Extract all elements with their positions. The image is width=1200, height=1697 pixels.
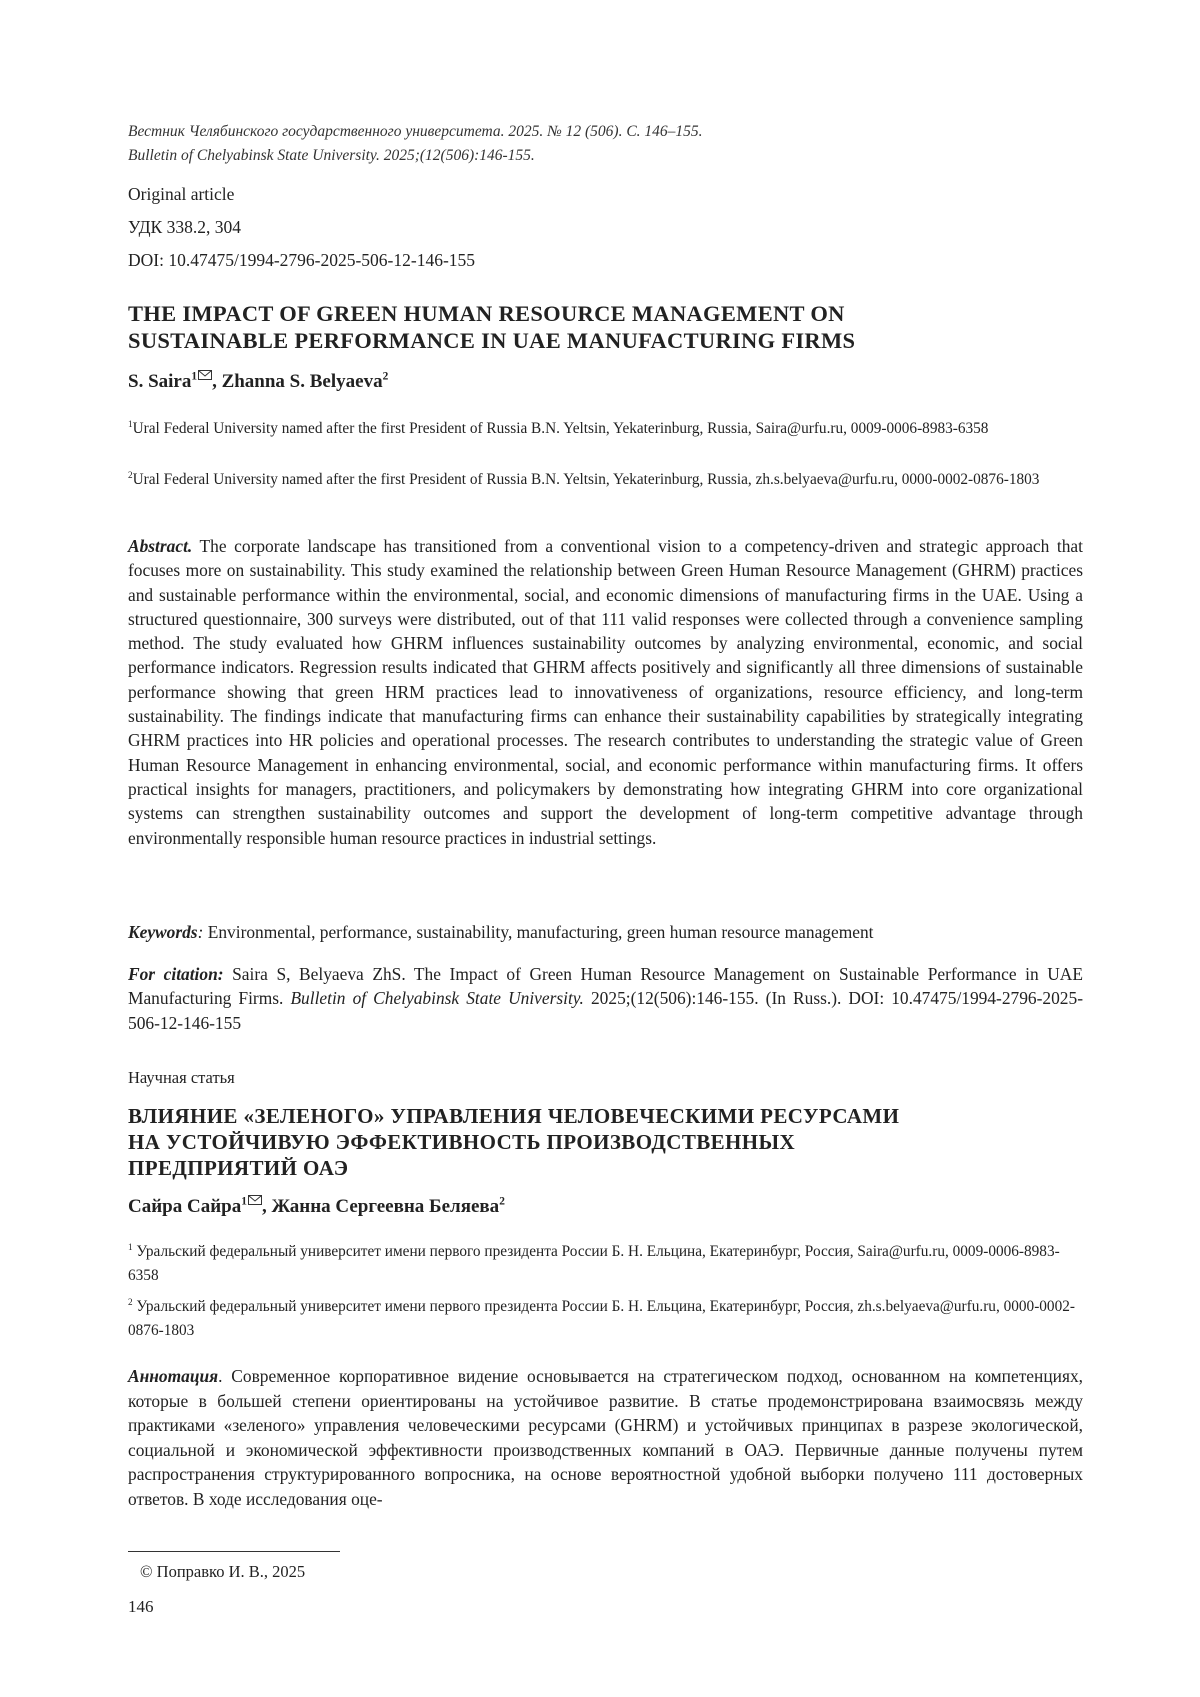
affil1-ru-text: Уральский федеральный университет имени первого президента России Б. Н. Ельцина, Екатеринбург, Россия, Saira@urfu.ru, 0009-0006-8983-6358 [128, 1243, 1060, 1284]
affil1-text: Ural Federal University named after the first President of Russia B.N. Yeltsin, Yekaterinburg, Russia, Saira@urfu.ru, 0009-0006-8983-6358 [132, 420, 989, 437]
affiliation-ru-2 [128, 1295, 1083, 1343]
citation-text-1: Saira S, Belyaeva ZhS. The Impact of Green Human Resource Management on Sustainable Performance in UAE Manufacturing Firms. [128, 964, 1083, 1009]
affiliation-ru-1 [128, 1240, 1083, 1288]
author2-ru-name: Жанна Сергеевна Беляева [271, 1196, 500, 1217]
journal-header [128, 120, 1083, 168]
abstract-label: Abstract. [128, 536, 193, 556]
title-ru-line2: НА УСТОЙЧИВУЮ ЭФФЕКТИВНОСТЬ ПРОИЗВОДСТВЕННЫХ [128, 1130, 796, 1154]
author2-ru-sup: 2 [499, 1195, 505, 1208]
title-en [128, 300, 1083, 354]
footnote-divider [128, 1551, 340, 1552]
title-ru-line3: ПРЕДПРИЯТИЙ ОАЭ [128, 1156, 349, 1180]
journal-citation-ru: Вестник Челябинского государственного университета. 2025. № 12 (506). С. 146–155. [128, 123, 703, 140]
citation-journal: Bulletin of Chelyabinsk State University. [290, 988, 584, 1009]
author1-sup: 1 [191, 370, 198, 383]
title-ru [128, 1103, 1083, 1181]
keywords-label: Keywords [128, 922, 198, 942]
abstract-ru-label: Аннотация [128, 1366, 219, 1386]
envelope-icon [248, 1195, 262, 1205]
journal-citation-en: Bulletin of Chelyabinsk State University. 2025;(12(506):146-155. [128, 147, 535, 164]
doi: DOI: 10.47475/1994-2796-2025-506-12-146-155 [128, 250, 476, 270]
keywords-text: Environmental, performance, sustainability, manufacturing, green human resource management [203, 922, 874, 942]
citation-label: For citation: [128, 964, 224, 984]
page-number: 146 [128, 1597, 154, 1616]
abstract-ru [128, 1364, 1083, 1512]
abstract-text: The corporate landscape has transitioned from a conventional vision to a competency-driven and strategic approach that focuses more on sustainability. This study examined the relationship between Green Human Resource Management (GHRM) practices and sustainable performance within the environmental, social, and economic dimensions of manufacturing firms in the UAE. Using a structured questionnaire, 300 surveys were distributed, out of that 111 valid responses were collected through a convenience sampling method. The study evaluated how GHRM influences sustainability outcomes by analyzing environmental, economic, and social performance indicators. Regression results indicated that GHRM affects positively and significantly all three dimensions of sustainable performance showing that green HRM practices lead to innovativeness of organizations, resource efficiency, and long-term sustainability. The findings indicate that manufacturing firms can enhance their sustainability capabilities by strategically integrating GHRM practices into HR policies and operational processes. The research contributes to understanding the strategic value of Green Human Resource Management in enhancing environmental, social, and economic performance within manufacturing firms. It offers practical insights for managers, practitioners, and policymakers by demonstrating how integrating GHRM into core organizational systems can strengthen sustainability outcomes and support the development of long-term competitive advantage through environmentally responsible human resource practices in industrial settings. [128, 536, 1083, 848]
title-en-line2: SUSTAINABLE PERFORMANCE IN UAE MANUFACTURING FIRMS [128, 328, 856, 353]
citation-en [128, 962, 1083, 1035]
article-type-ru: Научная статья [128, 1068, 235, 1087]
abstract-en [128, 534, 1083, 850]
affil2-text: Ural Federal University named after the first President of Russia B.N. Yeltsin, Yekaterinburg, Russia, zh.s.belyaeva@urfu.ru, 0000-0002-0876-1803 [132, 471, 1040, 488]
article-meta [128, 178, 1083, 277]
author-ru-separator: , [261, 1196, 272, 1217]
affil2-sup: 2 [128, 469, 133, 480]
author1-ru-name: Сайра Сайра [128, 1196, 242, 1217]
author-separator: , [212, 371, 222, 392]
keywords-en [128, 920, 1083, 944]
copyright-notice: © Поправко И. В., 2025 [140, 1562, 306, 1581]
author2-sup: 2 [382, 370, 389, 383]
title-ru-line1: ВЛИЯНИЕ «ЗЕЛЕНОГО» УПРАВЛЕНИЯ ЧЕЛОВЕЧЕСКИМИ РЕСУРСАМИ [128, 1104, 900, 1128]
envelope-icon [198, 370, 212, 380]
affiliation-en-2 [128, 468, 1083, 492]
author1-name: S. Saira [128, 371, 192, 392]
title-en-line1: THE IMPACT OF GREEN HUMAN RESOURCE MANAGEMENT ON [128, 301, 845, 326]
author2-name: Zhanna S. Belyaeva [221, 371, 383, 392]
affiliation-en-1 [128, 417, 1083, 441]
affil2-ru-text: Уральский федеральный университет имени первого президента России Б. Н. Ельцина, Екатеринбург, Россия, zh.s.belyaeva@urfu.ru, 0000-0002-0876-1803 [128, 1298, 1075, 1339]
udk-code: УДК 338.2, 304 [128, 217, 241, 237]
authors-ru [128, 1195, 1083, 1219]
affil2-ru-sup: 2 [128, 1296, 133, 1307]
abstract-ru-text: . Современное корпоративное видение основывается на стратегическом подход, основанном на компетенциях, которые в большей степени ориентированы на устойчивое развитие. В статье продемонстрирована взаимосвязь между практиками «зеленого» управления человеческими ресурсами (GHRM) и устойчивых принципах в разрезе экологической, социальной и экономической эффективности производственных компаний в ОАЭ. Первичные данные получены путем распространения структурированного вопросника, на основе вероятностной удобной выборки получено 111 достоверных ответов. В ходе исследования оце- [128, 1366, 1083, 1509]
article-type: Original article [128, 184, 235, 204]
authors-en [128, 370, 1083, 394]
keywords-colon: : [197, 922, 204, 942]
affil1-ru-sup: 1 [128, 1241, 133, 1252]
citation-text-2: 2025;(12(506):146-155. (In Russ.). DOI: 10.47475/1994-2796-2025-506-12-146-155 [128, 988, 1083, 1033]
affil1-sup: 1 [128, 418, 133, 429]
author1-ru-sup: 1 [241, 1195, 247, 1208]
